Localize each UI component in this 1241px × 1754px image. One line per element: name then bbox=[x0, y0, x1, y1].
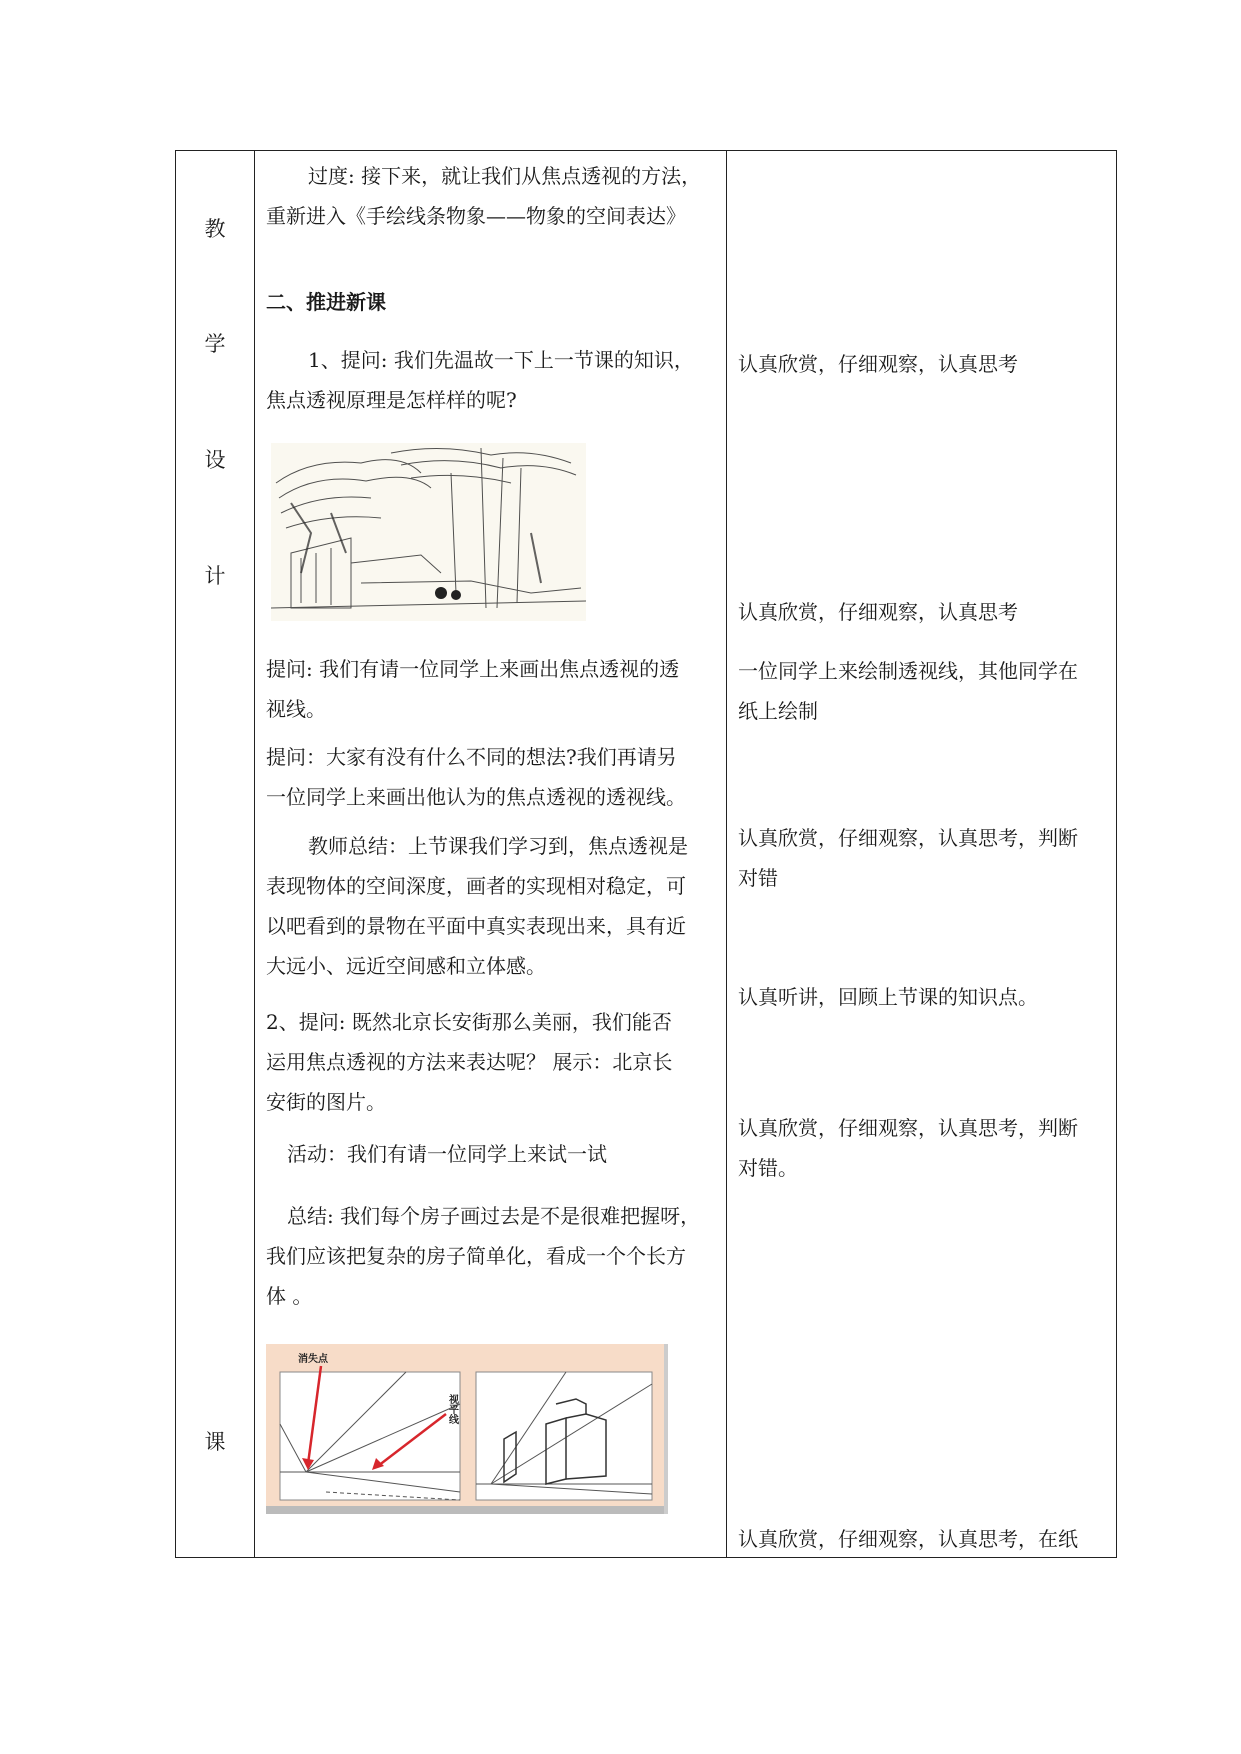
text-line: 1、提问: 我们先温故一下上一节课的知识， bbox=[308, 348, 694, 372]
text-line: 过度: 接下来，就让我们从焦点透视的方法， bbox=[308, 164, 702, 188]
response-2: 认真欣赏，仔细观察，认真思考 bbox=[738, 600, 1018, 624]
side-label-char: 学 bbox=[204, 332, 226, 356]
section-heading: 二、推进新课 bbox=[266, 290, 386, 314]
text-line: 认真欣赏，仔细观察，认真思考，判断 bbox=[738, 1116, 1078, 1140]
text-line: 对错 bbox=[738, 866, 778, 890]
side-label-char: 设 bbox=[204, 448, 226, 472]
response-5: 认真听讲，回顾上节课的知识点。 bbox=[738, 985, 1038, 1009]
text-line: 以吧看到的景物在平面中真实表现出来，具有近 bbox=[266, 914, 686, 938]
response-1: 认真欣赏，仔细观察，认真思考 bbox=[738, 352, 1018, 376]
transition-paragraph bbox=[266, 156, 902, 236]
horizon-label: 视平线 bbox=[446, 1394, 458, 1424]
text-line: 重新进入《手绘线条物象——物象的空间表达》 bbox=[266, 204, 686, 228]
text-line: 我们应该把复杂的房子简单化，看成一个个长方 bbox=[266, 1244, 686, 1268]
text-line: 大远小、远近空间感和立体感。 bbox=[266, 954, 546, 978]
text-line: 一位同学上来绘制透视线，其他同学在 bbox=[738, 659, 1078, 683]
text-line: 提问: 我们有请一位同学上来画出焦点透视的透 bbox=[266, 657, 680, 681]
text-line: 安街的图片。 bbox=[266, 1090, 386, 1114]
text-line: 运用焦点透视的方法来表达呢？ 展示：北京长 bbox=[266, 1050, 673, 1074]
response-7: 认真欣赏，仔细观察，认真思考，在纸 bbox=[738, 1527, 1078, 1551]
text-line: 提问：大家有没有什么不同的想法?我们再请另 bbox=[266, 745, 677, 769]
question-4 bbox=[266, 1002, 902, 1122]
summary-2 bbox=[266, 1196, 902, 1316]
response-4 bbox=[738, 818, 1110, 898]
side-label-char: 教 bbox=[204, 217, 226, 241]
text-line: 教师总结：上节课我们学习到，焦点透视是 bbox=[308, 834, 688, 858]
response-3 bbox=[738, 651, 1110, 731]
question-3 bbox=[266, 737, 902, 817]
text-line: 视线。 bbox=[266, 697, 326, 721]
side-label-char: 课 bbox=[204, 1430, 226, 1454]
text-line: 总结: 我们每个房子画过去是不是很难把握呀， bbox=[287, 1204, 701, 1228]
text-line: 纸上绘制 bbox=[738, 699, 818, 723]
text-line: 体 。 bbox=[266, 1284, 313, 1308]
column-divider-left bbox=[254, 151, 255, 1557]
text-line: 一位同学上来画出他认为的焦点透视的透视线。 bbox=[266, 785, 686, 809]
landscape-sketch-image bbox=[271, 443, 586, 621]
perspective-diagram bbox=[266, 1344, 668, 1514]
text-line: 表现物体的空间深度，画者的实现相对稳定，可 bbox=[266, 874, 686, 898]
text-line: 对错。 bbox=[738, 1156, 798, 1180]
text-line: 认真欣赏，仔细观察，认真思考，判断 bbox=[738, 826, 1078, 850]
lesson-table bbox=[175, 150, 1117, 1558]
text-line: 焦点透视原理是怎样样的呢? bbox=[266, 388, 517, 412]
activity-line: 活动：我们有请一位同学上来试一试 bbox=[287, 1142, 607, 1166]
text-line: 2、提问: 既然北京长安街那么美丽，我们能否 bbox=[266, 1010, 672, 1034]
vanishing-point-label: 消失点 bbox=[298, 1354, 328, 1365]
response-6 bbox=[738, 1108, 1110, 1188]
side-label-char: 计 bbox=[204, 564, 226, 588]
